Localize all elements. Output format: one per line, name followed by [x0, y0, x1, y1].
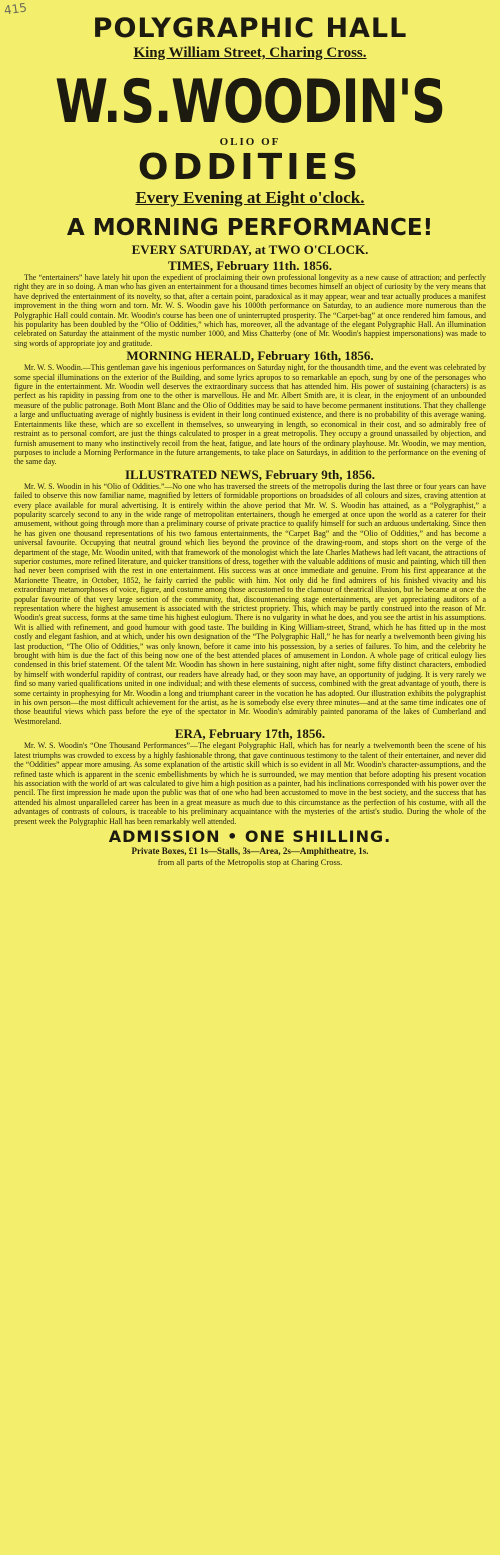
review-head: MORNING HERALD, February 16th, 1856. — [126, 348, 374, 364]
review-head: ERA, February 17th, 1856. — [174, 726, 326, 742]
hall-title: POLYGRAPHIC HALL — [92, 13, 408, 44]
saturday-schedule: EVERY SATURDAY, at TWO O'CLOCK. — [131, 242, 369, 257]
review-era — [14, 726, 486, 826]
pencil-mark: 415 — [3, 0, 28, 18]
review-text: The “entertainers” have lately hit upon the expedient of proclaiming their own professional longevity as a new cause of attraction; and perfectly right they are in so doing. A man who has given an entertainment for a thousand times becomes himself an object of curiosity by the very means that have deprived the entertainment of its novelty, so that, after a certain point, paradoxical as it may appear, wear and tear actually produces a manifest improvement in the thing worn and torn. Mr. W. S. Woodin gave his 1000th performance on Saturday, to an audience more numerous than the Polygraphic Hall could contain. Mr. Woodin's course has been one of uninterrupted prosperity. The “Carpet-bag” at once rendered him famous, and his popularity has been doubled by the “Olio of Oddities,” which has, moreover, all the advantage of the elegant Polygraphic Hall. An illumination celebrated on Saturday the attainment of the mystic number 1000, and Miss Chatterby (one of Mr. Woodin's happiest impersonations) was made to sing words of appropriate joy and gratitude. — [14, 273, 486, 348]
review-text: Mr. W. S. Woodin's “One Thousand Performances”—The elegant Polygraphic Hall, which has for nearly a twelvemonth been the scene of his latest triumphs was crowded to excess by a highly fashionable throng, that gave continuous testimony to the talent of their entertainer, and never did the “Oddities” appear more amusing. As some explanation of the artistic skill which is so evident in all Mr. Woodin's character-assumptions, and the refined taste which is apparent in the scenic embellishments by which he is surrounded, we may mention that before adopting his present vocation his association with the world of art was calculated to give him a high position as a painter, had his inclinations corresponded with his power over the pencil. The first impression he made upon the public was that of one who had been accustomed to move in the best society, and the success that has attended his almost unparalleled career has been in a great measure as much due to this circumstance as the perfection of his costume, with all the advantages of contrasts of colours, is traceable to his preliminary acquaintance with the mysteries of the artist's studio. During the whole of the present week the Polygraphic Hall has been remarkably well attended. — [14, 741, 486, 826]
hall-address: King William Street, Charing Cross. — [133, 45, 367, 61]
review-head: ILLUSTRATED NEWS, February 9th, 1856. — [124, 466, 376, 482]
oddities-title: ODDITIES — [137, 147, 363, 188]
olio-of-label: OLIO OF — [219, 136, 281, 148]
review-morning-herald — [14, 348, 486, 466]
review-head: TIMES, February 11th. 1856. — [168, 258, 332, 273]
review-text: Mr. W. S. Woodin in his “Olio of Oddities.”—No one who has traversed the streets of the metropolis during the last three or four years can have failed to observe this now familiar name, magnified by letters of formidable proportions on broadsides of all colours and sizes, craving attention at every place available for mural advertising. It is entirely within the above period that Mr. W. S. Woodin has attained, as a “Polygraphist,” a popularity scarcely second to any in the wide range of metropolitan entertainers, though he emerged at once upon the world as a caterer for their amusement, without going through more than a preliminary course of private practice to qualify himself for such an arduous undertaking. Since then he has given one thousand representations of his two famous entertainments, the “Carpet Bag” and the “Olio of Oddities,” and has become a universal favourite. Occupying that neutral ground which lies beyond the province of the drawing-room, and stops short on the verge of the department of the stage, Mr. Woodin united, with that framework of the monologist which the late Charles Mathews had left vacant, the attractions of superior costumes, more refined literature, and quicker transitions of dress, together with the valuable additions of music and painting, which till then had never been comprised with the rest in one entertainment. His success was at once immediate and genuine. From his first appearance at the Marionette Theatre, in October, 1852, he fairly carried the public with him. Not only did he find admirers of his finished vivacity and his extraordinary metamorphoses of voice, figure, and costume among those accustomed to the clamour of theatrical illusion, but he became at once the popular favourite of that very large section of the community, that, discountenancing stage entertainments, are yet appreciating auditors of a representation where the highest amusement is associated with the strictest propriety. This, which may be partly construed into the reason of Mr. Woodin's great success, forms at the same time his highest eulogium. There is no vulgarity in what he does, and you see the artist in his assumptions. Wit is allied with refinement, and good humour with good taste. The building in King William-street, Strand, which he has fitted up in the most costly and elegant fashion, and at which, under his own designation of the “The Polygraphic Hall,” he has for nearly a twelvemonth been giving his last production, “The Olio of Oddities,” was only known, before it came into his possession, by a series of failures. To him, and the celebrity he brought with him is due the fact of this being now one of the best attended places of amusement in London. A whole page of critical eulogy lies condensed in this brief statement. Of the talent Mr. Woodin has shown in here sustaining, night after night, some fifty distinct characters, embodied by himself with wonderful rapidity of contrast, our readers have already had, or they soon may have, an opportunity of judging. It is very rarely we find so many varied qualifications united in one individual; and with these elements of success, combined with the great advantage of youth, there is some certainty in prophesying for Mr. Woodin a long and triumphant career in the vocation he has adopted. Our illustration exhibits the polygraphist in his own person—the most difficult achievement for the artist, as he is somebody else every three minutes—and at the same time indicates one of those beautiful views which pass before the eye of the spectator in Mr. Woodin's admirably painted panorama of the lakes of Cumberland and Westmoreland. — [14, 481, 486, 726]
evening-schedule: Every Evening at Eight o'clock. — [135, 188, 365, 207]
review-times — [14, 258, 486, 348]
price-list: Private Boxes, £1 1s—Stalls, 3s—Area, 2s—Amphitheatre, 1s. — [131, 845, 369, 856]
performer-name: W.S.WOODIN'S — [55, 67, 445, 137]
review-text: Mr. W. S. Woodin.—This gentleman gave his ingenious performances on Saturday night, for the thousandth time, and the event was celebrated by some special illuminations on the exterior of the Building, and some lyrics apropos to so remarkable an epoch, sung by one of the personages who figure in the entertainment. Mr. Woodin well deserves the extraordinary success that has attended him. His power of sustaining (characters) is as perfect as his rapidity in passing from one to the other is marvellous. He and Mr. Albert Smith are, it is clear, in the enjoyment of an unbounded measure of the public patronage. Both Mont Blanc and the Olio of Oddities may be said to have become permanent institutions. That they challenge a large and unfluctuating average of nightly business is evident in their long continued existence, and there is no probability of this average waning. Entertainments like these, which are so excellent in themselves, so unwearying in length, so economical in their cost, and so admirably free of restraint as to personal comfort, are just the things calculated to prosper in a great metropolis. They occupy a ground unassailed by objection, and furnish amusement to many who instinctively recoil from the heat, fatigue, and late hours of the ordinary playhouse. Mr. Woodin, we may mention, purposes to include a Morning Performance in the future arrangements, to take place on Saturdays, in addition to the performance on the evening of the same day. — [14, 363, 486, 467]
morning-performance: A MORNING PERFORMANCE! — [66, 215, 434, 241]
omnibus-note: from all parts of the Metropolis stop at Charing Cross. — [157, 856, 343, 867]
admission-line: ADMISSION • ONE SHILLING. — [108, 826, 392, 846]
review-illustrated-news — [14, 467, 486, 727]
